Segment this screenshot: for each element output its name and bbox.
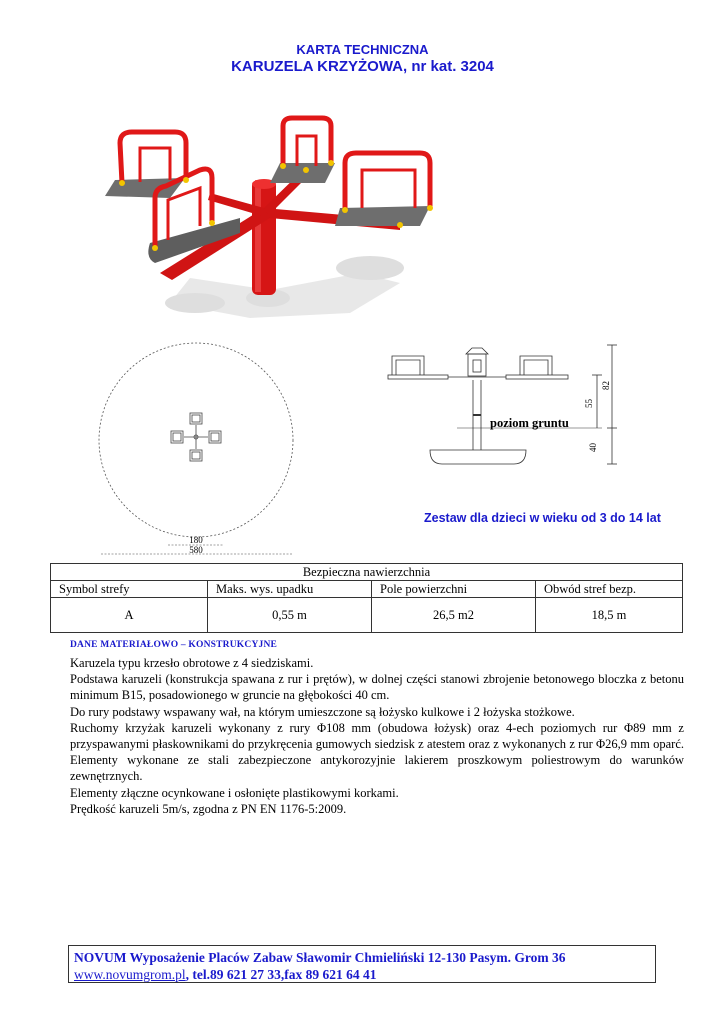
phone-fax: , tel.89 621 27 33,fax 89 621 64 41 <box>185 967 377 982</box>
document-title: KARTA TECHNICZNA <box>296 42 429 57</box>
dimension-inner: 180 <box>189 535 203 545</box>
plan-view-drawing <box>96 340 306 558</box>
side-view-drawing <box>382 340 632 475</box>
table-cell: 0,55 m <box>208 598 372 633</box>
carousel-render-image <box>100 108 445 323</box>
ground-level-label: poziom gruntu <box>490 416 569 430</box>
age-range-note: Zestaw dla dzieci w wieku od 3 do 14 lat <box>424 511 661 525</box>
dimension-82: 82 <box>601 381 611 390</box>
materials-paragraph: Elementy złączne ocynkowane i osłonięte plastikowymi korkami. <box>70 785 399 800</box>
dimension-40: 40 <box>588 443 598 452</box>
materials-heading: DANE MATERIAŁOWO – KONSTRUKCYJNE <box>70 640 278 650</box>
dimension-55: 55 <box>584 399 594 408</box>
footer-contact-box <box>68 945 656 983</box>
materials-paragraph: Podstawa karuzeli (konstrukcja spawana z rur i prętów), w dolnej części stanowi zbrojenie betonowego bloczka z betonu minimum B15, posadowionego w gruncie na głębokości 40 cm. <box>70 672 684 703</box>
table-title: Bezpieczna nawierzchnia <box>51 564 683 581</box>
materials-paragraph: Ruchomy krzyżak karuzeli wykonany z rury Φ108 mm (obudowa łożysk) oraz 4-ech poziomych rur Φ89 mm z przyspawanymi płaskownikami do przykręcenia gumowych siedzisk z atestem oraz z wykonanych z rur Φ26,9 mm oparć. Elementy wykonane ze stali zabezpieczone antykorozyjnie lakierem proszkowym poliestrowym do warunków zewnętrznych. <box>70 720 684 784</box>
materials-paragraph: Prędkość karuzeli 5m/s, zgodna z PN EN 1176-5:2009. <box>70 801 347 816</box>
table-header: Pole powierzchni <box>372 581 536 598</box>
company-name: NOVUM Wyposażenie Placów Zabaw Sławomir Chmieliński 12-130 Pasym. Grom 36 <box>74 950 566 965</box>
website-link[interactable]: www.novumgrom.pl <box>74 967 186 982</box>
table-cell: 26,5 m2 <box>372 598 536 633</box>
table-row <box>51 598 683 633</box>
contact-line <box>74 966 650 983</box>
product-name: KARUZELA KRZYŻOWA, nr kat. 3204 <box>231 58 494 75</box>
table-cell: 18,5 m <box>536 598 683 633</box>
table-header: Obwód stref bezp. <box>536 581 683 598</box>
table-header: Maks. wys. upadku <box>208 581 372 598</box>
table-header: Symbol strefy <box>51 581 208 598</box>
table-cell: A <box>51 598 208 633</box>
dimension-outer: 580 <box>189 545 203 555</box>
materials-paragraph: Do rury podstawy wspawany wał, na którym umieszczone są łożysko kulkowe i 2 łożyska stożkowe. <box>70 704 575 719</box>
safety-surface-table <box>50 563 683 633</box>
materials-description <box>70 655 684 817</box>
materials-paragraph: Karuzela typu krzesło obrotowe z 4 siedziskami. <box>70 656 314 670</box>
